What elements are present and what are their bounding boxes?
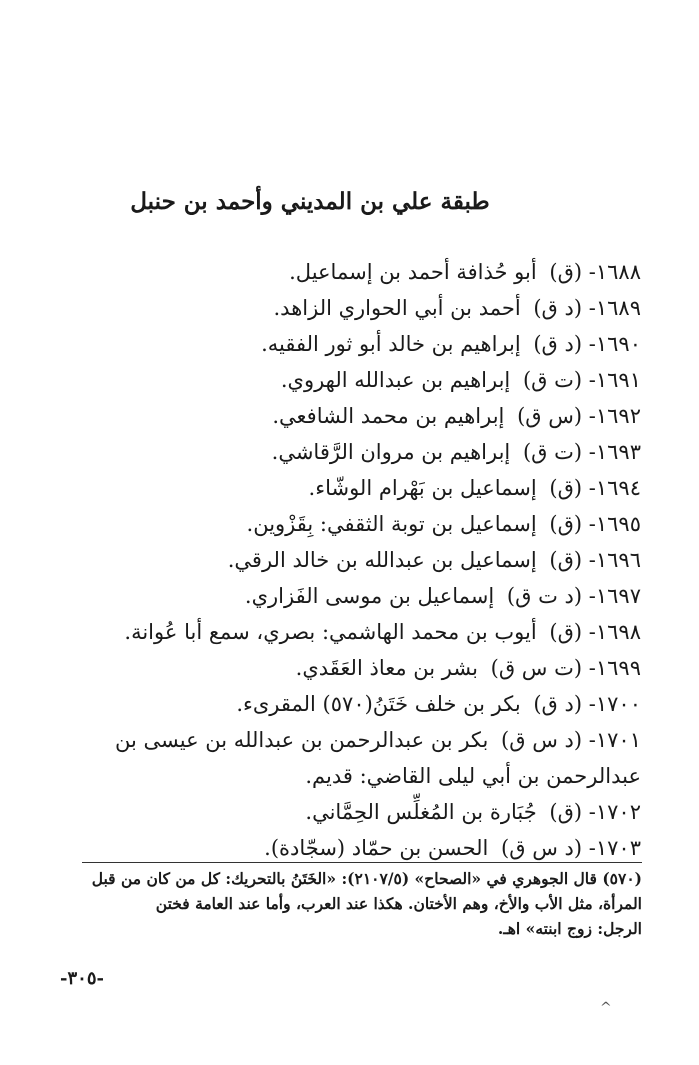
entry-number: ١٦٩٦- (588, 548, 641, 572)
entry-codes: (س ق) (517, 404, 583, 428)
list-item (81, 362, 641, 398)
entry-name: إبراهيم بن محمد الشافعي. (272, 404, 505, 428)
entry-number: ١٦٩٥- (588, 512, 641, 536)
entry-number: ١٦٩٧- (588, 584, 641, 608)
entry-name: إبراهيم بن مروان الرَّقاشي. (271, 440, 511, 464)
entry-codes: (د ق) (533, 332, 583, 356)
entry-number: ١٦٩١- (588, 368, 641, 392)
entry-codes: (ت س ق) (490, 656, 583, 680)
entry-number: ١٦٩٩- (588, 656, 641, 680)
list-item (81, 722, 641, 758)
entry-codes: (ق) (549, 476, 583, 500)
entry-name: إبراهيم بن خالد أبو ثور الفقيه. (261, 332, 521, 356)
entry-number: ١٦٨٨- (588, 260, 641, 284)
entry-name: جُبَارة بن المُغلِّس الحِمَّاني. (305, 800, 537, 824)
list-item (81, 398, 641, 434)
entry-name: أبو حُذافة أحمد بن إسماعيل. (289, 260, 537, 284)
entry-list (81, 254, 641, 866)
entry-name: إسماعيل بن موسى الفَزاري. (244, 584, 495, 608)
list-item (81, 506, 641, 542)
entry-name: إسماعيل بن توبة الثقفي: بِقَزْوين. (246, 512, 537, 536)
entry-name: بشر بن معاذ العَقَدي. (295, 656, 478, 680)
list-item (81, 254, 641, 290)
list-item (81, 794, 641, 830)
list-item (81, 650, 641, 686)
entry-codes: (د س ق) (501, 836, 583, 860)
entry-codes: (د س ق) (501, 728, 583, 752)
footnote-line: المرأة، مثل الأب والأخ، وهم الأختان. هكذا عند العرب، وأما عند العامة فختن (155, 894, 642, 913)
entry-name: الحسن بن حمّاد (سجّادة). (264, 836, 489, 860)
list-item-continuation (81, 758, 641, 794)
entry-number: ١٧٠١- (588, 728, 641, 752)
page-number: -٣٠٥- (60, 968, 104, 989)
entry-codes: (ق) (549, 620, 583, 644)
entry-name: إسماعيل بن بَهْرام الوشّاء. (308, 476, 537, 500)
list-item (81, 290, 641, 326)
entry-codes: (ت ق) (522, 368, 583, 392)
entry-name: بكر بن خلف خَتَنُ(٥٧٠) المقرىء. (236, 692, 521, 716)
entry-name: عبدالرحمن بن أبي ليلى القاضي: قديم. (305, 764, 641, 788)
entry-name: بكر بن عبدالرحمن بن عبدالله بن عيسى بن (115, 728, 489, 752)
page-title: طبقة علي بن المديني وأحمد بن حنبل (130, 188, 490, 215)
list-item (81, 470, 641, 506)
entry-number: ١٦٩٤- (588, 476, 641, 500)
entry-codes: (د ق) (533, 692, 583, 716)
list-item (81, 434, 641, 470)
entry-number: ١٦٩٣- (588, 440, 641, 464)
entry-number: ١٧٠٢- (588, 800, 641, 824)
entry-codes: (د ت ق) (506, 584, 583, 608)
entry-number: ١٧٠٠- (588, 692, 641, 716)
entry-codes: (ت ق) (522, 440, 583, 464)
entry-name: أيوب بن محمد الهاشمي: بصري، سمع أبا عُوانة. (124, 620, 537, 644)
footnote-line: (٥٧٠) قال الجوهري في «الصحاح» (٢١٠٧/٥): «الخَتَنُ بالتحريك: كل من كان من قبل (91, 869, 642, 888)
entry-codes: (ق) (549, 548, 583, 572)
entry-number: ١٦٩٠- (588, 332, 641, 356)
entry-number: ١٧٠٣- (588, 836, 641, 860)
entry-codes: (ق) (549, 512, 583, 536)
corner-mark: ^ (600, 1000, 612, 1016)
footnote-line: الرجل: زوج ابنته» اهـ. (497, 919, 642, 938)
list-item (81, 686, 641, 722)
entry-codes: (ق) (549, 260, 583, 284)
list-item (81, 542, 641, 578)
list-item (81, 578, 641, 614)
entry-name: أحمد بن أبي الحواري الزاهد. (273, 296, 521, 320)
entry-number: ١٦٩٨- (588, 620, 641, 644)
entry-number: ١٦٩٢- (588, 404, 641, 428)
footnote-divider (82, 862, 642, 863)
entry-name: إسماعيل بن عبدالله بن خالد الرقي. (227, 548, 537, 572)
entry-codes: (ق) (549, 800, 583, 824)
entry-name: إبراهيم بن عبدالله الهروي. (280, 368, 511, 392)
list-item (81, 326, 641, 362)
entry-number: ١٦٨٩- (588, 296, 641, 320)
list-item (81, 830, 641, 866)
list-item (81, 614, 641, 650)
footnote (80, 866, 642, 941)
entry-codes: (د ق) (533, 296, 583, 320)
